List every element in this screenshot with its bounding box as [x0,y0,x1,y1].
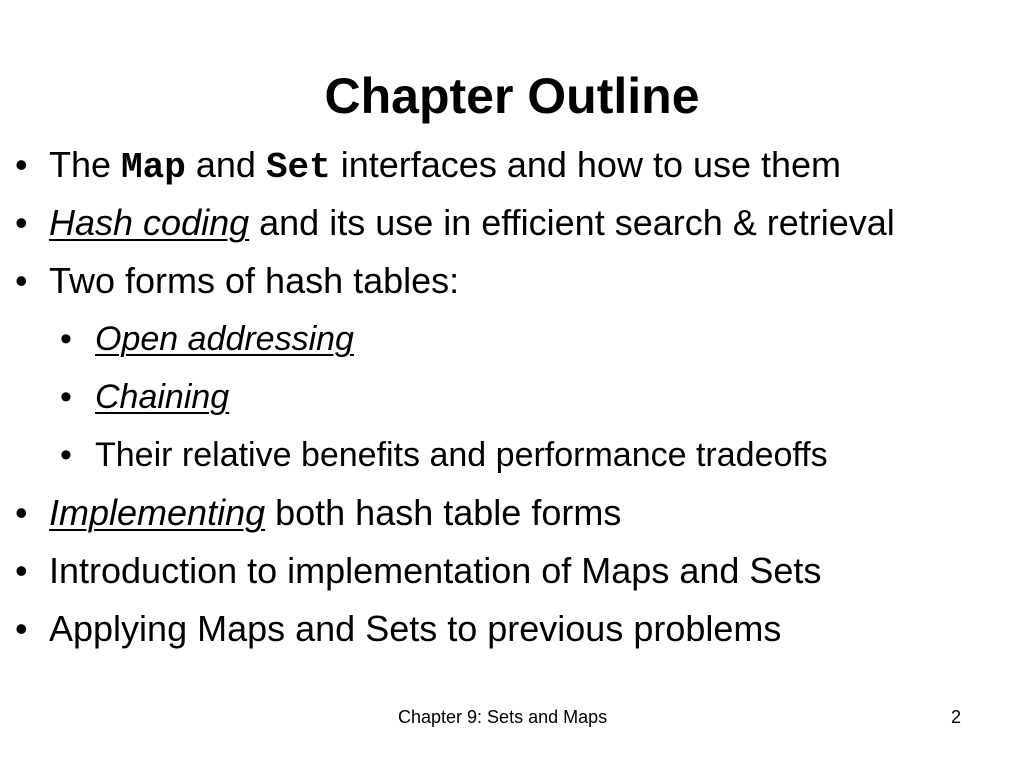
text-run: interfaces and how to use them [330,144,842,185]
text-run: and its use in efficient search & retrieval [249,202,895,243]
bullet-text [49,600,781,658]
bullet-marker: • [15,202,28,243]
bullet-text [49,542,821,600]
bullet-marker: • [15,608,28,649]
code-term: Set [265,147,331,188]
bullet-marker: • [15,144,28,185]
bullet-text [95,310,354,368]
emphasized-term: Chaining [95,378,230,416]
footer-title: Chapter 9: Sets and Maps [398,707,608,727]
bullet-text [49,252,459,310]
text-run: Their relative benefits and performance tradeoffs [95,436,828,474]
page-number: 2 [951,707,962,727]
bullet-marker: • [15,550,28,591]
text-run: Applying Maps and Sets to previous problems [49,608,782,649]
text-run: Two forms of hash tables: [49,260,460,301]
code-term: Map [121,147,186,188]
slide-title: Chapter Outline [324,68,700,124]
emphasized-term: Hash coding [49,202,250,243]
bullet-marker: • [60,378,72,416]
bullet-text [95,368,229,426]
text-run: Introduction to implementation of Maps and Sets [49,550,822,591]
bullet-marker: • [15,492,28,533]
text-run: both hash table forms [265,492,622,533]
bullet-marker: • [60,320,72,358]
bullet-marker: • [60,436,72,474]
emphasized-term: Implementing [49,492,266,533]
emphasized-term: Open addressing [95,320,354,358]
bullet-text [95,426,828,484]
bullet-text [49,484,621,542]
text-run: and [185,144,266,185]
bullet-marker: • [15,260,28,301]
text-run: The [49,144,122,185]
bullet-text [49,136,841,197]
bullet-text [49,194,895,252]
